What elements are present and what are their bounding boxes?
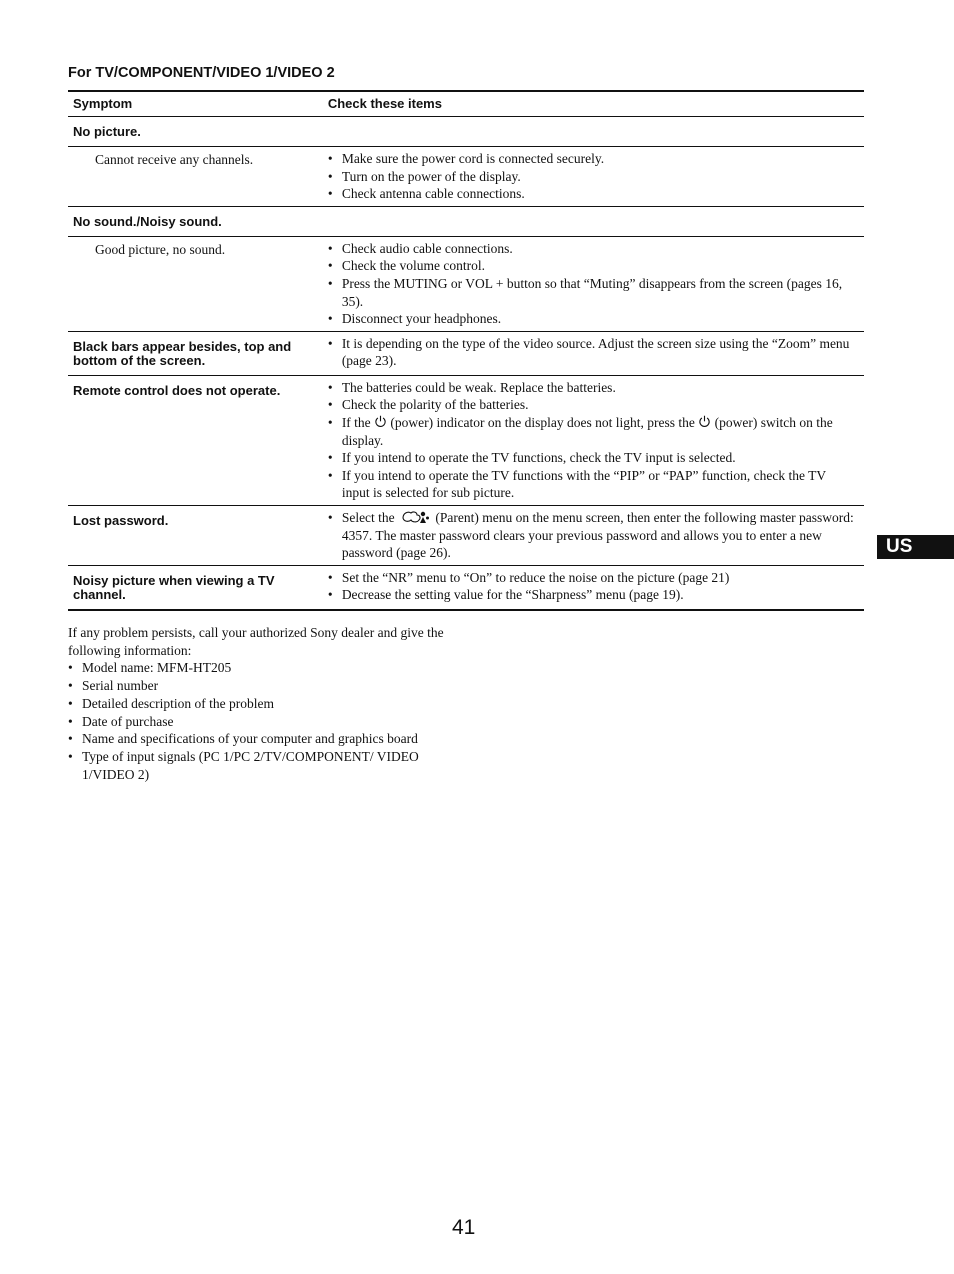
contact-intro: If any problem persists, call your authorized Sony dealer and give the following information: bbox=[68, 625, 444, 658]
table-header-row bbox=[68, 91, 864, 117]
symptom-remote: Remote control does not operate. bbox=[68, 375, 326, 505]
symptom-black-bars: Black bars appear besides, top and bottom of the screen. bbox=[68, 331, 326, 375]
contact-info bbox=[68, 624, 448, 783]
table-row bbox=[68, 375, 864, 505]
list-item: • Check antenna cable connections. bbox=[326, 185, 854, 203]
list-item: • Check the volume control. bbox=[326, 257, 854, 275]
remote-item3-part-c: (power) switch on the display. bbox=[341, 414, 833, 448]
check-list bbox=[326, 566, 864, 607]
list-item: • Make sure the power cord is connected securely. bbox=[326, 150, 854, 168]
section-title: For TV/COMPONENT/VIDEO 1/VIDEO 2 bbox=[68, 65, 335, 81]
password-item-part-b: (Parent) menu on the menu screen, then enter the following master password: 4357. The master password clears your previous password and allows you to enter a new password (page 26). bbox=[341, 509, 854, 561]
troubleshooting-table bbox=[68, 90, 864, 611]
list-item: • Set the “NR” menu to “On” to reduce the noise on the picture (page 21) bbox=[326, 569, 854, 587]
symptom-no-sound: No sound./Noisy sound. bbox=[68, 206, 864, 236]
list-item: • Turn on the power of the display. bbox=[326, 168, 854, 186]
list-item: • Detailed description of the problem bbox=[68, 695, 448, 713]
check-list bbox=[326, 332, 864, 373]
contact-list bbox=[68, 659, 448, 783]
list-item: • If you intend to operate the TV functions with the “PIP” or “PAP” function, check the TV input is selected for sub picture. bbox=[326, 467, 854, 502]
symptom-column-header: Symptom bbox=[68, 91, 326, 117]
check-column-header: Check these items bbox=[326, 91, 864, 117]
password-item-part-a: Select the bbox=[341, 509, 395, 525]
sub-symptom-no-channels: Cannot receive any channels. bbox=[95, 152, 254, 167]
list-item: • Model name: MFM-HT205 bbox=[68, 659, 448, 677]
remote-item3-part-b: (power) indicator on the display does not light, press the bbox=[390, 414, 695, 430]
list-item: • Decrease the setting value for the “Sharpness” menu (page 19). bbox=[326, 586, 854, 604]
language-tab-us: US bbox=[877, 535, 954, 559]
list-item: • The batteries could be weak. Replace the batteries. bbox=[326, 379, 854, 397]
list-item: • Type of input signals (PC 1/PC 2/TV/COMPONENT/ VIDEO 1/VIDEO 2) bbox=[68, 748, 448, 783]
list-item bbox=[326, 509, 854, 562]
list-item: • If you intend to operate the TV functions, check the TV input is selected. bbox=[326, 449, 854, 467]
list-item: • Date of purchase bbox=[68, 713, 448, 731]
list-item: • Name and specifications of your computer and graphics board bbox=[68, 730, 448, 748]
table-row bbox=[68, 565, 864, 610]
remote-item3-part-a: If the bbox=[341, 414, 371, 430]
list-item: • Disconnect your headphones. bbox=[326, 310, 854, 328]
table-row bbox=[68, 206, 864, 236]
table-row bbox=[68, 117, 864, 147]
check-list bbox=[326, 237, 864, 331]
page-number: 41 bbox=[452, 1216, 476, 1239]
list-item: • Press the MUTING or VOL + button so that “Muting” disappears from the screen (pages 16, 35). bbox=[326, 275, 854, 310]
symptom-lost-password: Lost password. bbox=[68, 505, 326, 565]
check-list bbox=[326, 147, 864, 206]
check-list bbox=[326, 506, 864, 565]
table-row bbox=[68, 331, 864, 375]
sub-symptom-no-sound: Good picture, no sound. bbox=[95, 241, 226, 257]
list-item bbox=[326, 414, 854, 449]
power-icon bbox=[698, 415, 711, 428]
table-row bbox=[68, 147, 864, 207]
list-item: • Serial number bbox=[68, 677, 448, 695]
table-row bbox=[68, 505, 864, 565]
symptom-noisy-picture: Noisy picture when viewing a TV channel. bbox=[73, 572, 275, 602]
symptom-no-picture: No picture. bbox=[68, 117, 864, 147]
list-item: • Check the polarity of the batteries. bbox=[326, 396, 854, 414]
list-item: • Check audio cable connections. bbox=[326, 240, 854, 258]
check-list bbox=[326, 376, 864, 505]
table-row bbox=[68, 236, 864, 331]
parent-menu-icon bbox=[400, 509, 430, 525]
power-icon bbox=[374, 415, 387, 428]
list-item: • It is depending on the type of the video source. Adjust the screen size using the “Zoom” menu (page 23). bbox=[326, 335, 854, 370]
